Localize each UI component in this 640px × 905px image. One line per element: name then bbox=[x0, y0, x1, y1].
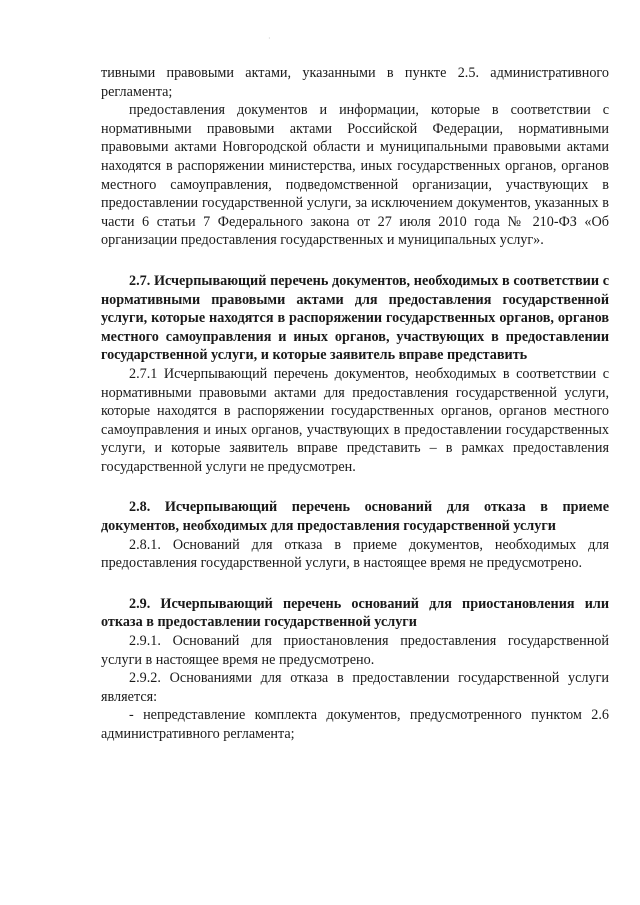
paragraph-2-7-1: 2.7.1 Исчерпывающий перечень документов, необходимых в соответствии с нормативными правовыми актами для предоставления государственной услуги, которые находятся в распоряжении государственных органов, органов местного самоуправления и иных органов, участвующих в предоставлении государственных услуги, и которые заявитель вправе представить – в рамках предоставления государственной услуги не предусмотрен. bbox=[101, 365, 609, 475]
section-heading-2-8: 2.8. Исчерпывающий перечень оснований для отказа в приеме документов, необходимых для предоставления государственной услуги bbox=[101, 499, 609, 535]
paragraph-2-9-1: 2.9.1. Оснований для приостановления предоставления государственной услуги в настоящее время не предусмотрено. bbox=[101, 633, 609, 668]
paragraph-2-9-2: 2.9.2. Основаниями для отказа в предоставлении государственной услуги является: bbox=[101, 670, 609, 705]
paragraph-continuation: тивными правовыми актами, указанными в пункте 2.5. административного регламента; bbox=[101, 65, 609, 100]
scan-mark: · bbox=[268, 34, 271, 43]
paragraph-2-8-1: 2.8.1. Оснований для отказа в приеме документов, необходимых для предоставления государственной услуги, в настоящее время не предусмотрено. bbox=[101, 536, 609, 572]
document-body bbox=[101, 64, 609, 744]
section-heading-2-9: 2.9. Исчерпывающий перечень оснований для приостановления или отказа в предоставлении государственной услуги bbox=[101, 595, 609, 631]
list-item-refusal-reason: - непредставление комплекта документов, предусмотренного пунктом 2.6 административного регламента; bbox=[101, 707, 609, 742]
section-heading-2-7: 2.7. Исчерпывающий перечень документов, необходимых в соответствии с нормативными правовыми актами для предоставления государственной услуги, которые находятся в распоряжении государственных органов, органов местного самоуправления и иных органов, участвующих в предоставлении государственной услуги, и которые заявитель вправе представить bbox=[101, 272, 609, 364]
paragraph-documents-info: предоставления документов и информации, которые в соответствии с нормативными правовыми актами Российской Федерации, нормативными правовыми актами Новгородской области и муниципальными правовыми актами находятся в распоряжении министерства, иных государственных органов, органов местного самоуправления, подведомственной организации, участвующих в предоставлении государственной услуги, за исключением документов, указанных в части 6 статьи 7 Федерального закона от 27 июля 2010 года № 210-ФЗ «Об организации предоставления государственных и муниципальных услуг». bbox=[101, 102, 609, 249]
